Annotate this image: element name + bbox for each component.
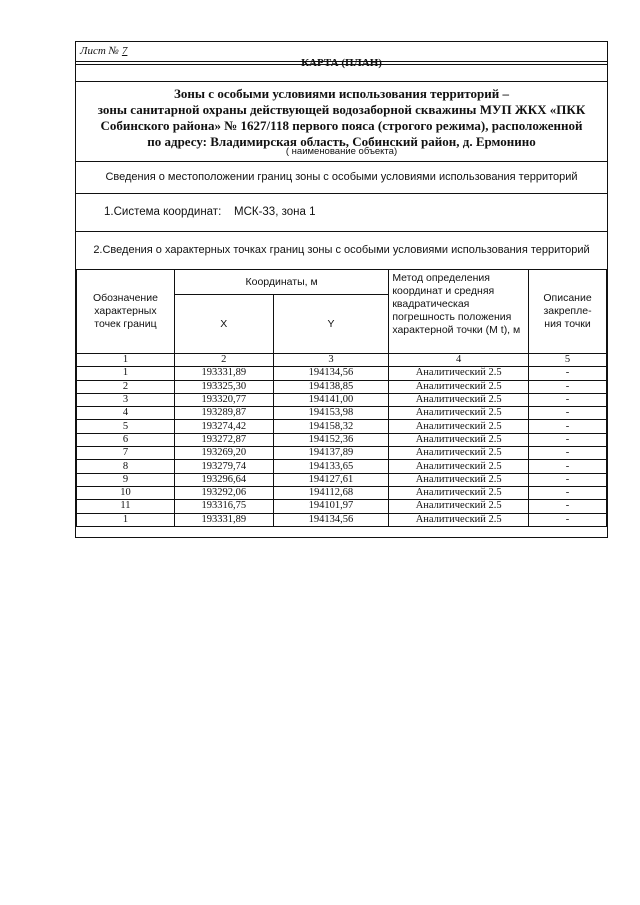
col-designation-header: Обозначение характерных точек границ [77, 270, 175, 354]
point-cell: 9 [77, 473, 175, 486]
table-row [77, 473, 607, 486]
col-coords-header: Координаты, м [174, 270, 388, 295]
y-cell: 194158,32 [273, 420, 389, 433]
method-cell: Аналитический 2.5 [389, 447, 529, 460]
table-row [77, 447, 607, 460]
strike-line [76, 64, 607, 65]
title-block [76, 82, 607, 162]
title-line: по адресу: Владимирская область, Собинский район, д. Ермонино [147, 134, 536, 149]
table-row [77, 460, 607, 473]
y-cell: 194112,68 [273, 486, 389, 499]
col-y-header: Y [273, 295, 389, 354]
sheet-number: 7 [121, 45, 128, 57]
point-cell: 10 [77, 486, 175, 499]
point-cell: 1 [77, 367, 175, 380]
sheet-label [80, 45, 127, 57]
x-cell: 193289,87 [174, 407, 273, 420]
fix-cell: - [529, 393, 607, 406]
fix-cell: - [529, 380, 607, 393]
point-cell: 4 [77, 407, 175, 420]
method-cell: Аналитический 2.5 [389, 513, 529, 526]
col-number-row [77, 354, 607, 367]
method-cell: Аналитический 2.5 [389, 473, 529, 486]
map-title: КАРТА (ПЛАН) [301, 57, 382, 69]
title-line: зоны санитарной охраны действующей водозаборной скважины МУП ЖКХ «ПКК [97, 102, 586, 117]
coord-system-value: МСК-33, зона 1 [234, 206, 316, 218]
points-table-body [77, 367, 607, 527]
fix-cell: - [529, 407, 607, 420]
coord-system-label: 1.Система координат: [104, 206, 222, 218]
fix-cell: - [529, 367, 607, 380]
y-cell: 194134,56 [273, 513, 389, 526]
points-heading-row [76, 232, 607, 269]
table-row [77, 500, 607, 513]
y-cell: 194153,98 [273, 407, 389, 420]
point-cell: 3 [77, 393, 175, 406]
fix-cell: - [529, 513, 607, 526]
x-cell: 193331,89 [174, 367, 273, 380]
object-title [76, 86, 607, 150]
y-cell: 194134,56 [273, 367, 389, 380]
fix-cell: - [529, 500, 607, 513]
fix-cell: - [529, 460, 607, 473]
table-row [77, 513, 607, 526]
x-cell: 193274,42 [174, 420, 273, 433]
map-title-row [76, 57, 607, 82]
y-cell: 194141,00 [273, 393, 389, 406]
document-frame [75, 41, 608, 538]
sheet-label-text: Лист № [80, 45, 119, 57]
x-cell: 193269,20 [174, 447, 273, 460]
y-cell: 194152,36 [273, 433, 389, 446]
title-line: Зоны с особыми условиями использования территорий – [174, 86, 509, 101]
table-row [77, 380, 607, 393]
x-cell: 193272,87 [174, 433, 273, 446]
x-cell: 193325,30 [174, 380, 273, 393]
y-cell: 194101,97 [273, 500, 389, 513]
point-cell: 8 [77, 460, 175, 473]
point-cell: 11 [77, 500, 175, 513]
method-cell: Аналитический 2.5 [389, 367, 529, 380]
table-row [77, 393, 607, 406]
method-cell: Аналитический 2.5 [389, 486, 529, 499]
x-cell: 193292,06 [174, 486, 273, 499]
method-cell: Аналитический 2.5 [389, 460, 529, 473]
col-number: 5 [529, 354, 607, 367]
table-row [77, 420, 607, 433]
method-cell: Аналитический 2.5 [389, 420, 529, 433]
points-heading: 2.Сведения о характерных точках границ зоны с особыми условиями использования территорий [93, 244, 590, 256]
fix-cell: - [529, 433, 607, 446]
points-table [76, 269, 607, 527]
x-cell: 193320,77 [174, 393, 273, 406]
table-row [77, 486, 607, 499]
fix-cell: - [529, 473, 607, 486]
table-row [77, 367, 607, 380]
x-cell: 193316,75 [174, 500, 273, 513]
col-x-header: X [174, 295, 273, 354]
col-number: 3 [273, 354, 389, 367]
object-note: ( наименование объекта) [285, 146, 398, 157]
method-cell: Аналитический 2.5 [389, 407, 529, 420]
fix-cell: - [529, 447, 607, 460]
table-row [77, 433, 607, 446]
x-cell: 193296,64 [174, 473, 273, 486]
col-method-header: Метод определения координат и средняя квадратическая погрешность положения характерной точки (М t), м [389, 270, 529, 354]
point-cell: 1 [77, 513, 175, 526]
method-cell: Аналитический 2.5 [389, 380, 529, 393]
method-cell: Аналитический 2.5 [389, 393, 529, 406]
coord-system-row [76, 194, 607, 232]
location-heading-row [76, 162, 607, 194]
x-cell: 193331,89 [174, 513, 273, 526]
col-number: 2 [174, 354, 273, 367]
method-cell: Аналитический 2.5 [389, 433, 529, 446]
title-line: Собинского района» № 1627/118 первого пояса (строгого режима), расположенной [100, 118, 583, 133]
fix-cell: - [529, 420, 607, 433]
y-cell: 194133,65 [273, 460, 389, 473]
col-number: 1 [77, 354, 175, 367]
point-cell: 7 [77, 447, 175, 460]
table-row [77, 407, 607, 420]
point-cell: 2 [77, 380, 175, 393]
col-fixing-header: Описание закрепле-ния точки [529, 270, 607, 354]
y-cell: 194138,85 [273, 380, 389, 393]
location-heading: Сведения о местоположении границ зоны с особыми условиями использования территорий [105, 171, 578, 183]
x-cell: 193279,74 [174, 460, 273, 473]
fix-cell: - [529, 486, 607, 499]
y-cell: 194127,61 [273, 473, 389, 486]
col-number: 4 [389, 354, 529, 367]
point-cell: 6 [77, 433, 175, 446]
y-cell: 194137,89 [273, 447, 389, 460]
point-cell: 5 [77, 420, 175, 433]
method-cell: Аналитический 2.5 [389, 500, 529, 513]
